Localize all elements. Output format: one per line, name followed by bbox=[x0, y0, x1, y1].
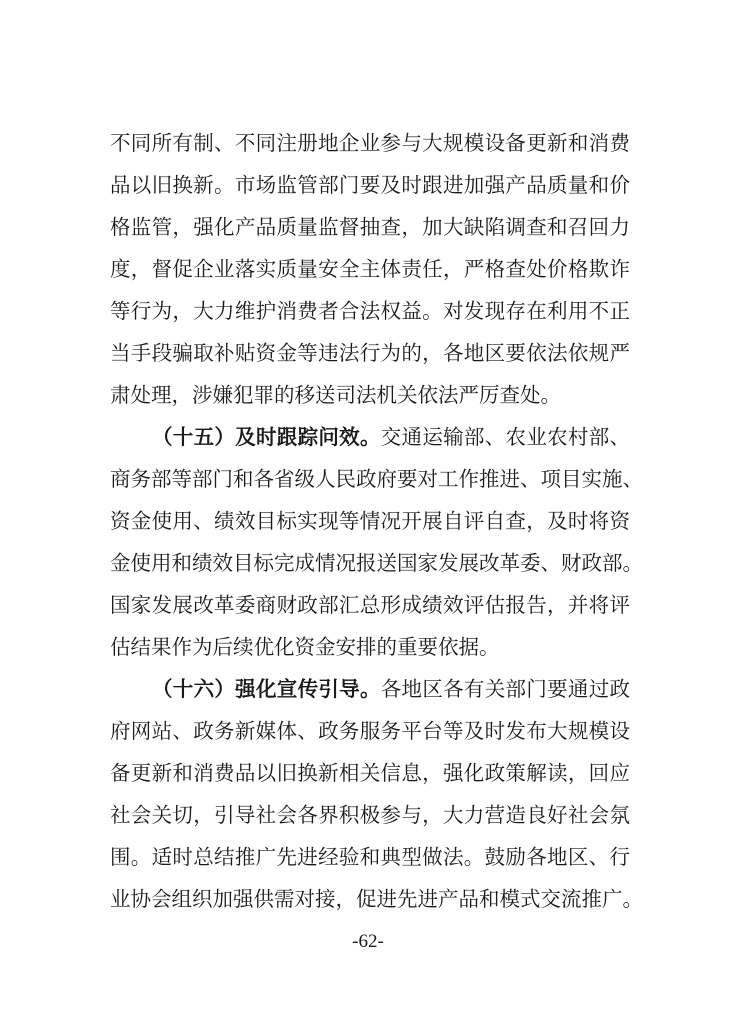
body-text-line: 肃处理，涉嫌犯罪的移送司法机关依法严厉查处。 bbox=[110, 383, 561, 407]
body-text-line: 金使用和绩效目标完成情况报送国家发展改革委、财政部。 bbox=[110, 551, 643, 575]
section-15-heading: （十五）及时跟踪问效。 bbox=[152, 425, 381, 449]
page-number: -62- bbox=[352, 931, 384, 952]
section-15-first-line bbox=[152, 422, 630, 452]
body-text-line: 等行为，大力维护消费者合法权益。对发现存在利用不正 bbox=[110, 299, 630, 323]
body-text-line: 当手段骗取补贴资金等违法行为的，各地区要依法依规严 bbox=[110, 341, 630, 365]
body-text-line: 府网站、政务新媒体、政务服务平台等及时发布大规模设 bbox=[110, 719, 630, 743]
section-16-first-line-text: 各地区各有关部门要通过政 bbox=[380, 677, 630, 701]
body-text-line: 社会关切，引导社会各界积极参与，大力营造良好社会氛 bbox=[110, 803, 630, 827]
body-text-line: 度，督促企业落实质量安全主体责任，严格查处价格欺诈 bbox=[110, 257, 630, 281]
section-16-heading: （十六）强化宣传引导。 bbox=[152, 677, 381, 701]
section-15-first-line-text: 交通运输部、农业农村部、 bbox=[380, 425, 630, 449]
body-text-line: 业协会组织加强供需对接，促进先进产品和模式交流推广。 bbox=[110, 887, 643, 911]
body-text-line: 格监管，强化产品质量监督抽查，加大缺陷调查和召回力 bbox=[110, 215, 630, 239]
body-text-line: 备更新和消费品以旧换新相关信息，强化政策解读，回应 bbox=[110, 761, 630, 785]
body-text-line: 估结果作为后续优化资金安排的重要依据。 bbox=[110, 635, 500, 659]
body-text-line: 围。适时总结推广先进经验和典型做法。鼓励各地区、行 bbox=[110, 845, 630, 869]
body-text-line: 资金使用、绩效目标实现等情况开展自评自查，及时将资 bbox=[110, 509, 630, 533]
body-text-line: 品以旧换新。市场监管部门要及时跟进加强产品质量和价 bbox=[110, 173, 630, 197]
section-16-first-line bbox=[152, 674, 630, 704]
body-text-line: 国家发展改革委商财政部汇总形成绩效评估报告，并将评 bbox=[110, 593, 630, 617]
body-text-line: 商务部等部门和各省级人民政府要对工作推进、项目实施、 bbox=[110, 467, 643, 491]
body-text-line: 不同所有制、不同注册地企业参与大规模设备更新和消费 bbox=[110, 131, 630, 155]
